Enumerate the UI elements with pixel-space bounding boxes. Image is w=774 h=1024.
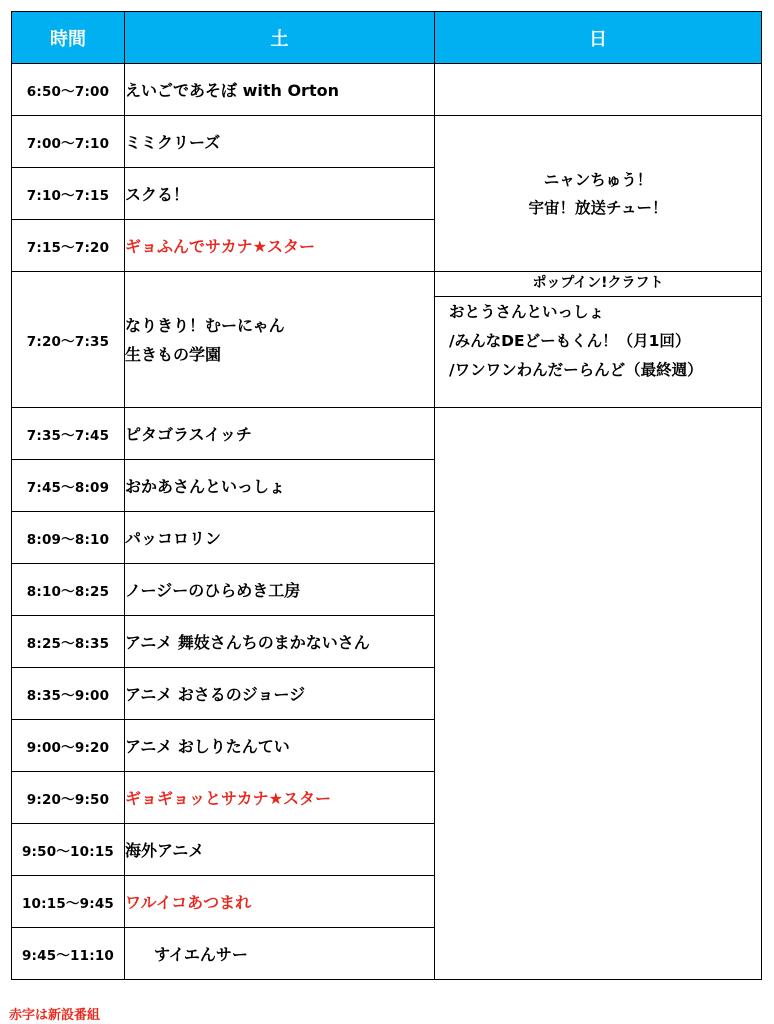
saturday-program: ミミクリーズ (125, 116, 435, 168)
saturday-program-line2: 生きもの学園 (125, 344, 222, 364)
time-slot: 7:10～7:15 (12, 168, 125, 220)
sunday-otousan-line1: おとうさんといっしょ (449, 303, 605, 321)
sunday-otousan-line3: /ワンワンわんだーらんど（最終週） (449, 361, 703, 379)
table-row (12, 408, 762, 460)
time-slot: 9:45～11:10 (12, 928, 125, 980)
time-slot: 7:15～7:20 (12, 220, 125, 272)
saturday-program: スクる！ (125, 168, 435, 220)
time-slot: 9:20～9:50 (12, 772, 125, 824)
header-saturday: 土 (125, 12, 435, 64)
saturday-program: アニメ おしりたんてい (125, 720, 435, 772)
saturday-program-new: ギョギョッとサカナ★スター (125, 772, 435, 824)
sunday-empty-cell (435, 408, 762, 980)
sunday-popin-craft: ポップイン!クラフト (435, 272, 761, 297)
saturday-program (125, 272, 435, 408)
saturday-program: ピタゴラスイッチ (125, 408, 435, 460)
saturday-program: アニメ 舞妓さんちのまかないさん (125, 616, 435, 668)
schedule-table (11, 11, 762, 980)
table-row (12, 272, 762, 408)
time-slot: 9:50～10:15 (12, 824, 125, 876)
time-slot: 7:35～7:45 (12, 408, 125, 460)
saturday-program: 海外アニメ (125, 824, 435, 876)
header-time: 時間 (12, 12, 125, 64)
sunday-nyanchu-line2: 宇宙！放送チュー！ (528, 198, 668, 217)
saturday-program: おかあさんといっしょ (125, 460, 435, 512)
saturday-program: アニメ おさるのジョージ (125, 668, 435, 720)
time-slot: 6:50～7:00 (12, 64, 125, 116)
sunday-otousan-block (435, 297, 761, 407)
sunday-nyanchu-line1: ニャンちゅう！ (543, 170, 653, 189)
header-row (12, 12, 762, 64)
saturday-program-line1: なりきり！むーにゃん (125, 315, 285, 335)
time-slot: 8:35～9:00 (12, 668, 125, 720)
sunday-split-cell (435, 272, 762, 408)
sunday-nyanchu-title (435, 166, 761, 222)
sunday-empty-cell (435, 64, 762, 116)
footnote-new-programs: 赤字は新設番組 (9, 1008, 101, 1023)
table-row (12, 116, 762, 168)
saturday-program-new: ワルイコあつまれ (125, 876, 435, 928)
saturday-program: えいごであそぼ with Orton (125, 64, 435, 116)
time-slot: 8:25～8:35 (12, 616, 125, 668)
time-slot: 7:00～7:10 (12, 116, 125, 168)
time-slot: 10:15～9:45 (12, 876, 125, 928)
time-slot: 7:45～8:09 (12, 460, 125, 512)
sunday-program-nyanchu (435, 116, 762, 272)
time-slot: 7:20～7:35 (12, 272, 125, 408)
time-slot: 8:09～8:10 (12, 512, 125, 564)
header-sunday: 日 (435, 12, 762, 64)
table-row (12, 64, 762, 116)
time-slot: 8:10～8:25 (12, 564, 125, 616)
saturday-program: すイエんサー (125, 928, 435, 980)
saturday-program: ノージーのひらめき工房 (125, 564, 435, 616)
saturday-program-new: ギョふんでサカナ★スター (125, 220, 435, 272)
time-slot: 9:00～9:20 (12, 720, 125, 772)
sunday-otousan-line2: /みんなDEどーもくん！（月1回） (449, 332, 691, 350)
saturday-program: パッコロリン (125, 512, 435, 564)
